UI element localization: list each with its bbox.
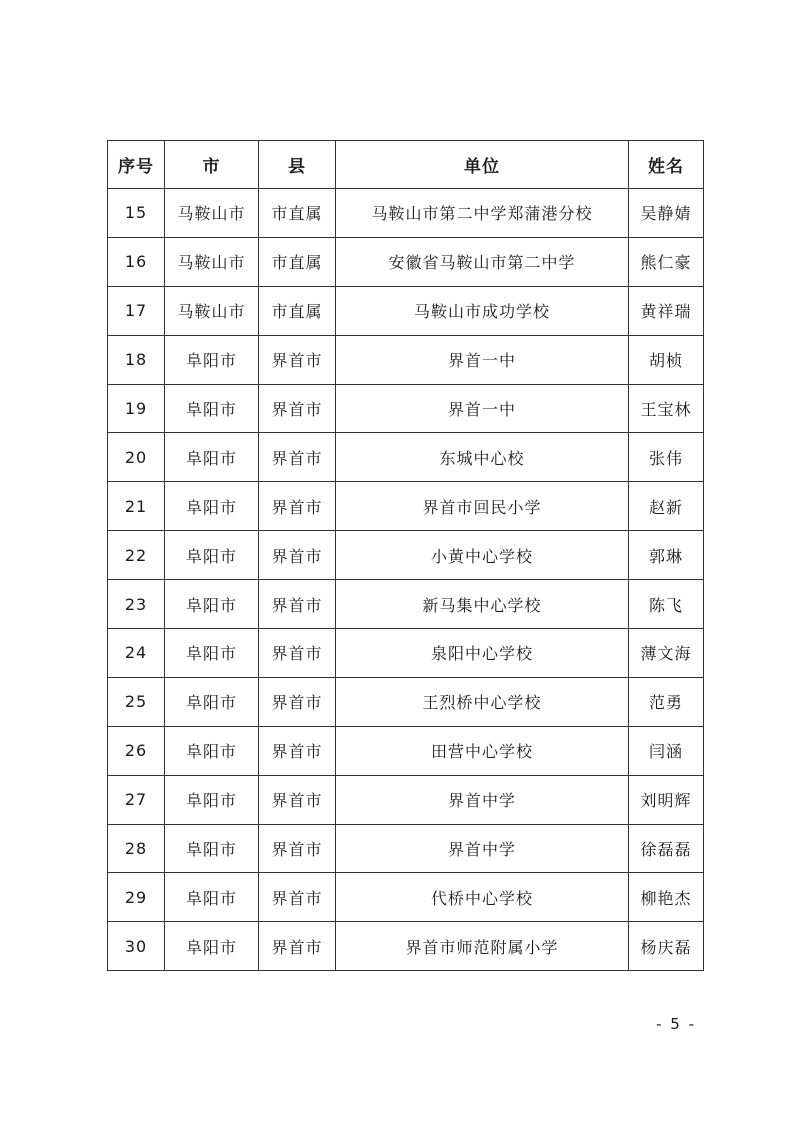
table-row: [108, 433, 704, 482]
cell-county: 界首市: [259, 433, 336, 482]
header-city: 市: [165, 141, 259, 189]
cell-unit: 界首中学: [336, 775, 629, 824]
cell-name: 范勇: [629, 677, 704, 726]
cell-no: 17: [108, 286, 165, 335]
cell-no: 22: [108, 531, 165, 580]
table-row: [108, 286, 704, 335]
cell-county: 界首市: [259, 775, 336, 824]
cell-unit: 界首一中: [336, 335, 629, 384]
table-row: [108, 726, 704, 775]
table-header-row: [108, 141, 704, 189]
cell-name: 闫涵: [629, 726, 704, 775]
cell-county: 市直属: [259, 286, 336, 335]
cell-city: 马鞍山市: [165, 286, 259, 335]
cell-name: 薄文海: [629, 629, 704, 678]
cell-county: 界首市: [259, 629, 336, 678]
cell-name: 杨庆磊: [629, 922, 704, 971]
table-body: [108, 189, 704, 971]
table-row: [108, 775, 704, 824]
cell-city: 阜阳市: [165, 384, 259, 433]
cell-county: 界首市: [259, 531, 336, 580]
cell-city: 马鞍山市: [165, 189, 259, 238]
cell-no: 25: [108, 677, 165, 726]
header-county: 县: [259, 141, 336, 189]
table-row: [108, 629, 704, 678]
table-row: [108, 237, 704, 286]
cell-no: 23: [108, 580, 165, 629]
cell-city: 阜阳市: [165, 873, 259, 922]
cell-city: 阜阳市: [165, 433, 259, 482]
cell-no: 30: [108, 922, 165, 971]
cell-name: 黄祥瑞: [629, 286, 704, 335]
table-row: [108, 335, 704, 384]
cell-unit: 界首市师范附属小学: [336, 922, 629, 971]
header-name: 姓名: [629, 141, 704, 189]
cell-name: 张伟: [629, 433, 704, 482]
table-row: [108, 384, 704, 433]
cell-county: 市直属: [259, 237, 336, 286]
cell-no: 27: [108, 775, 165, 824]
header-unit: 单位: [336, 141, 629, 189]
table-row: [108, 482, 704, 531]
table-row: [108, 873, 704, 922]
cell-county: 界首市: [259, 726, 336, 775]
cell-city: 阜阳市: [165, 482, 259, 531]
page-number: - 5 -: [656, 1015, 696, 1033]
header-no: 序号: [108, 141, 165, 189]
table-row: [108, 580, 704, 629]
cell-name: 刘明辉: [629, 775, 704, 824]
cell-no: 19: [108, 384, 165, 433]
cell-unit: 小黄中心学校: [336, 531, 629, 580]
cell-city: 马鞍山市: [165, 237, 259, 286]
table-row: [108, 531, 704, 580]
cell-city: 阜阳市: [165, 726, 259, 775]
cell-no: 29: [108, 873, 165, 922]
cell-name: 柳艳杰: [629, 873, 704, 922]
cell-no: 21: [108, 482, 165, 531]
cell-name: 熊仁豪: [629, 237, 704, 286]
cell-unit: 马鞍山市第二中学郑蒲港分校: [336, 189, 629, 238]
cell-county: 界首市: [259, 335, 336, 384]
cell-unit: 田营中心学校: [336, 726, 629, 775]
cell-county: 界首市: [259, 677, 336, 726]
cell-name: 吴静婧: [629, 189, 704, 238]
cell-city: 阜阳市: [165, 824, 259, 873]
cell-unit: 界首中学: [336, 824, 629, 873]
cell-unit: 界首市回民小学: [336, 482, 629, 531]
cell-unit: 泉阳中心学校: [336, 629, 629, 678]
cell-name: 郭琳: [629, 531, 704, 580]
cell-name: 徐磊磊: [629, 824, 704, 873]
cell-no: 24: [108, 629, 165, 678]
cell-unit: 王烈桥中心学校: [336, 677, 629, 726]
cell-city: 阜阳市: [165, 580, 259, 629]
cell-county: 市直属: [259, 189, 336, 238]
cell-city: 阜阳市: [165, 677, 259, 726]
cell-county: 界首市: [259, 922, 336, 971]
cell-city: 阜阳市: [165, 775, 259, 824]
cell-county: 界首市: [259, 873, 336, 922]
cell-city: 阜阳市: [165, 629, 259, 678]
cell-name: 王宝林: [629, 384, 704, 433]
cell-city: 阜阳市: [165, 335, 259, 384]
table-row: [108, 189, 704, 238]
cell-no: 16: [108, 237, 165, 286]
cell-no: 28: [108, 824, 165, 873]
cell-no: 20: [108, 433, 165, 482]
cell-no: 15: [108, 189, 165, 238]
cell-city: 阜阳市: [165, 531, 259, 580]
table-row: [108, 824, 704, 873]
cell-no: 18: [108, 335, 165, 384]
cell-name: 胡桢: [629, 335, 704, 384]
cell-county: 界首市: [259, 384, 336, 433]
cell-unit: 东城中心校: [336, 433, 629, 482]
cell-name: 赵新: [629, 482, 704, 531]
cell-no: 26: [108, 726, 165, 775]
table-row: [108, 922, 704, 971]
cell-county: 界首市: [259, 482, 336, 531]
cell-unit: 界首一中: [336, 384, 629, 433]
cell-county: 界首市: [259, 824, 336, 873]
cell-county: 界首市: [259, 580, 336, 629]
cell-unit: 安徽省马鞍山市第二中学: [336, 237, 629, 286]
roster-table: [107, 140, 704, 971]
cell-unit: 新马集中心学校: [336, 580, 629, 629]
table-row: [108, 677, 704, 726]
cell-name: 陈飞: [629, 580, 704, 629]
cell-unit: 马鞍山市成功学校: [336, 286, 629, 335]
cell-city: 阜阳市: [165, 922, 259, 971]
cell-unit: 代桥中心学校: [336, 873, 629, 922]
